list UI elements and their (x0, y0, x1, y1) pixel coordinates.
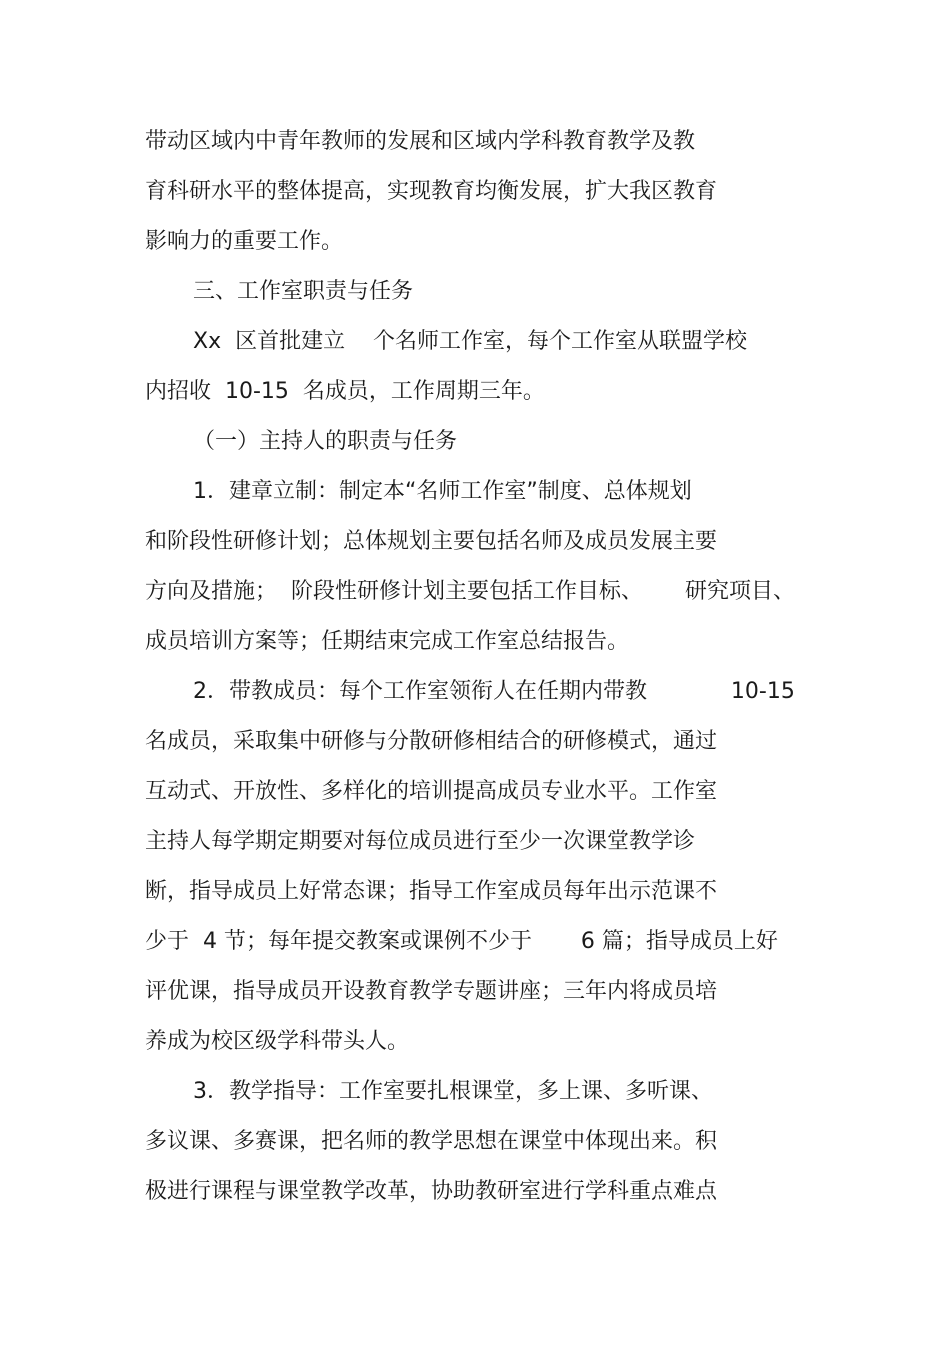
text-line: 方向及措施； 阶段性研修计划主要包括工作目标、 研究项目、 (145, 579, 795, 604)
text-line: 互动式、开放性、多样化的培训提高成员专业水平。工作室 (145, 779, 718, 804)
text-line: 2．带教成员：每个工作室领衔人在任期内带教 10-15 (193, 679, 795, 704)
text-line: 名成员，采取集中研修与分散研修相结合的研修模式，通过 (145, 729, 718, 754)
text-line: 带动区域内中青年教师的发展和区域内学科教育教学及教 (145, 129, 696, 154)
text-line: 内招收 10-15 名成员，工作周期三年。 (145, 379, 545, 404)
text-line: 少于 4 节；每年提交教案或课例不少于 6 篇；指导成员上好 (145, 929, 778, 954)
text-line: 育科研水平的整体提高，实现教育均衡发展，扩大我区教育 (145, 179, 718, 204)
text-line: 主持人每学期定期要对每位成员进行至少一次课堂教学诊 (145, 829, 696, 854)
text-line: 1．建章立制：制定本“名师工作室”制度、总体规划 (193, 479, 692, 504)
text-line: 评优课，指导成员开设教育教学专题讲座；三年内将成员培 (145, 979, 718, 1004)
text-line: 成员培训方案等；任期结束完成工作室总结报告。 (145, 629, 630, 654)
text-line: 和阶段性研修计划；总体规划主要包括名师及成员发展主要 (145, 529, 718, 554)
text-line: 影响力的重要工作。 (145, 229, 344, 254)
subsection-heading: （一）主持人的职责与任务 (193, 429, 458, 454)
text-line: 3．教学指导：工作室要扎根课堂，多上课、多听课、 (193, 1079, 713, 1104)
section-heading: 三、工作室职责与任务 (193, 279, 414, 304)
text-line: 断，指导成员上好常态课；指导工作室成员每年出示范课不 (145, 879, 718, 904)
text-line: 多议课、多赛课，把名师的教学思想在课堂中体现出来。积 (145, 1129, 718, 1154)
text-line: Xx 区首批建立 个名师工作室，每个工作室从联盟学校 (193, 329, 748, 354)
text-line: 极进行课程与课堂教学改革，协助教研室进行学科重点难点 (145, 1179, 718, 1204)
text-line: 养成为校区级学科带头人。 (145, 1029, 410, 1054)
